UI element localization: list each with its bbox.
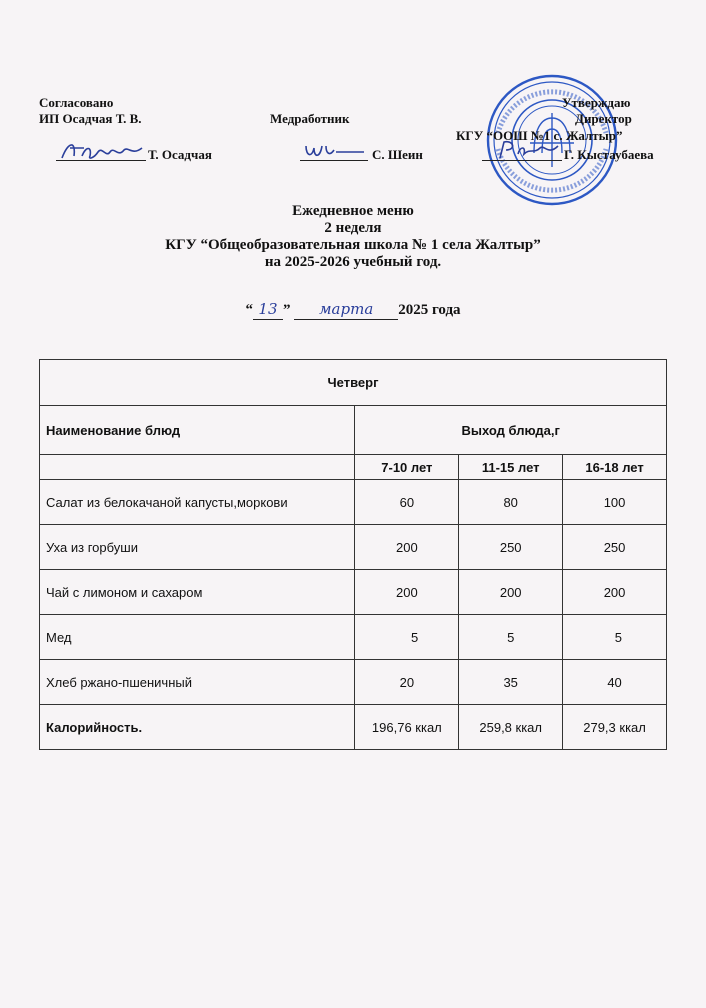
dish-value-16-18: 250 — [563, 525, 667, 570]
dish-value-11-15: 250 — [459, 525, 563, 570]
date-year: 2025 года — [398, 302, 461, 318]
table-row-header — [40, 406, 667, 455]
title-line-4: на 2025-2026 учебный год. — [264, 254, 442, 270]
agreed-name: ИП Осадчая Т. В. — [39, 111, 142, 126]
table-row — [40, 480, 667, 525]
date-month: марта — [319, 300, 374, 318]
approve-sign-name: Г. Кыстаубаева — [564, 147, 654, 162]
table-row — [40, 525, 667, 570]
med-signature-icon — [300, 138, 368, 164]
med-sign-name: С. Шеин — [372, 147, 423, 162]
calories-7-10: 196,76 ккал — [355, 705, 459, 750]
title-line-2: 2 неделя — [324, 220, 382, 236]
agreed-sign-name: Т. Осадчая — [148, 147, 212, 162]
title-line-1: Ежедневное меню — [292, 203, 414, 219]
agreed-label: Согласовано — [39, 95, 114, 110]
dish-value-11-15: 5 — [459, 615, 563, 660]
table-row — [40, 615, 667, 660]
day-cell: Четверг — [40, 360, 667, 406]
dish-value-11-15: 80 — [459, 480, 563, 525]
calories-16-18: 279,3 ккал — [563, 705, 667, 750]
approve-label: Утверждаю — [562, 95, 631, 110]
table-row-ages — [40, 455, 667, 480]
dish-value-7-10: 200 — [355, 525, 459, 570]
date-day-field — [253, 300, 283, 320]
age-header-1: 7-10 лет — [355, 455, 459, 480]
col-dish-header: Наименование блюд — [40, 406, 355, 455]
document-title — [0, 203, 706, 271]
approve-signature-icon — [494, 136, 562, 164]
title-line-3: КГУ “Общеобразовательная школа № 1 села Жалтыр” — [165, 237, 541, 253]
agreed-signature-icon — [58, 136, 146, 166]
date-day: 13 — [258, 300, 278, 318]
menu-table — [39, 359, 667, 750]
table-row — [40, 570, 667, 615]
dish-value-7-10: 60 — [355, 480, 459, 525]
age-header-3: 16-18 лет — [563, 455, 667, 480]
dish-value-11-15: 200 — [459, 570, 563, 615]
table-row-calories — [40, 705, 667, 750]
col-output-header: Выход блюда,г — [355, 406, 667, 455]
dish-value-16-18: 100 — [563, 480, 667, 525]
dish-value-16-18: 200 — [563, 570, 667, 615]
approve-role: Директор — [575, 111, 632, 126]
dish-name: Чай с лимоном и сахаром — [40, 570, 355, 615]
dish-value-16-18: 5 — [563, 615, 667, 660]
dish-value-7-10: 200 — [355, 570, 459, 615]
date-open-quote: “ — [245, 302, 253, 318]
dish-name: Салат из белокачаной капусты,моркови — [40, 480, 355, 525]
date-month-field — [294, 300, 398, 320]
dish-value-16-18: 40 — [563, 660, 667, 705]
calories-11-15: 259,8 ккал — [459, 705, 563, 750]
age-header-2: 11-15 лет — [459, 455, 563, 480]
calories-label: Калорийность. — [40, 705, 355, 750]
dish-name: Уха из горбуши — [40, 525, 355, 570]
med-label: Медработник — [270, 111, 350, 126]
date-close-quote: ” — [282, 302, 291, 318]
dish-name: Мед — [40, 615, 355, 660]
empty-cell — [40, 455, 355, 480]
table-row — [40, 660, 667, 705]
dish-value-11-15: 35 — [459, 660, 563, 705]
dish-name: Хлеб ржано-пшеничный — [40, 660, 355, 705]
approve-org: КГУ “ООШ №1 с. Жалтыр” — [456, 128, 623, 143]
document-date — [0, 300, 706, 320]
table-row-day — [40, 360, 667, 406]
dish-value-7-10: 5 — [355, 615, 459, 660]
dish-value-7-10: 20 — [355, 660, 459, 705]
